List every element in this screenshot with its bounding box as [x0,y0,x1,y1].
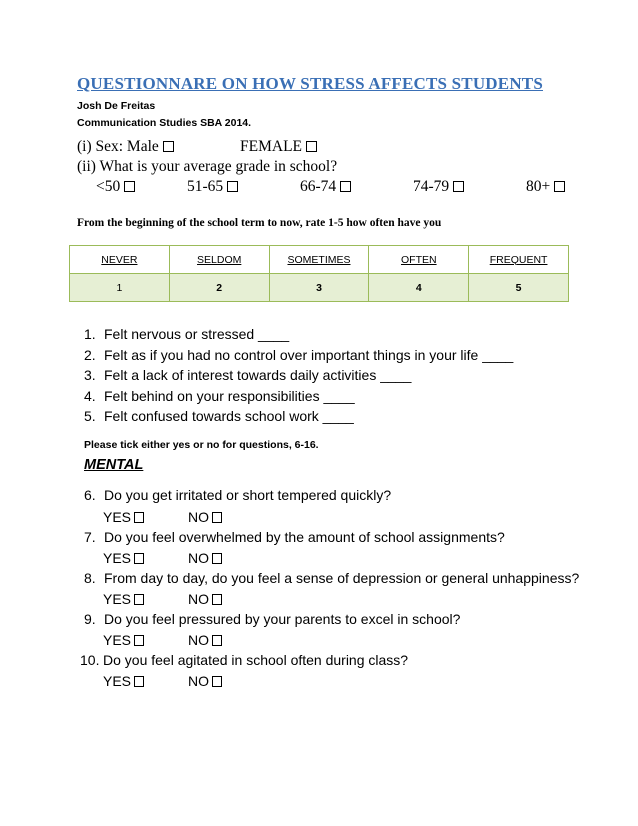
course-name: Communication Studies SBA 2014. [77,117,252,129]
scale-label: SELDOM [169,246,269,274]
yes-no-options [103,550,209,566]
section-heading-mental: MENTAL [84,457,144,473]
no-checkbox[interactable] [212,676,222,687]
mental-question [84,570,579,586]
grade-checkbox[interactable] [340,181,351,192]
rating-question[interactable] [84,388,513,409]
yes-no-instruction: Please tick either yes or no for questions, 6-16. [84,439,319,451]
no-checkbox[interactable] [212,594,222,605]
sex-question [77,138,174,156]
scale-label-row [70,246,569,274]
grade-option [300,178,351,196]
question-text: Felt nervous or stressed ____ [104,326,290,342]
rating-scale-table [69,245,569,302]
scale-label: SOMETIMES [269,246,369,274]
scale-label: NEVER [70,246,170,274]
question-number: 4. [84,387,96,404]
yes-label: YES [103,673,132,689]
grade-option [413,178,464,196]
yes-checkbox[interactable] [134,553,144,564]
yes-label: YES [103,632,132,648]
scale-value: 1 [70,274,170,302]
grade-option-label: 66-74 [300,178,337,195]
no-label: NO [188,673,209,689]
question-text: Do you feel agitated in school often during class? [103,652,409,668]
question-number: 2. [84,346,96,363]
question-number: 3. [84,367,96,383]
question-number: 8. [84,570,96,586]
yes-no-options [103,591,209,607]
question-number: 10. [80,652,100,668]
grade-checkbox[interactable] [453,181,464,192]
no-label: NO [188,550,209,566]
yes-checkbox[interactable] [134,594,144,605]
grade-option-label: 74-79 [413,178,450,195]
yes-checkbox[interactable] [134,676,144,687]
grade-option [187,178,238,196]
question-text: Felt confused towards school work ____ [104,408,354,424]
question-number: 5. [84,408,96,424]
yes-no-options [103,673,209,689]
rating-instructions: From the beginning of the school term to now, rate 1-5 how often have you [77,217,442,229]
male-checkbox[interactable] [163,141,174,152]
grade-option-label: <50 [96,178,121,195]
no-checkbox[interactable] [212,635,222,646]
sex-male-label: (i) Sex: Male [77,138,159,155]
grade-option-label: 51-65 [187,178,224,195]
grade-option-label: 80+ [526,178,551,195]
grade-checkbox[interactable] [124,181,135,192]
question-number: 9. [84,611,96,627]
no-checkbox[interactable] [212,512,222,523]
grade-option [96,178,135,196]
mental-question [84,611,460,627]
yes-label: YES [103,509,132,525]
question-text: From day to day, do you feel a sense of depression or general unhappiness? [104,570,580,586]
no-checkbox[interactable] [212,553,222,564]
author-name: Josh De Freitas [77,100,156,112]
mental-question [84,487,391,503]
scale-value: 3 [269,274,369,302]
question-text: Felt a lack of interest towards daily activities ____ [104,367,412,383]
question-text: Felt as if you had no control over important things in your life ____ [104,346,514,363]
rating-question[interactable] [84,408,513,429]
scale-label: OFTEN [369,246,469,274]
yes-label: YES [103,591,132,607]
scale-label: FREQUENT [469,246,569,274]
yes-no-options [103,509,209,525]
scale-value: 2 [169,274,269,302]
question-number: 1. [84,326,96,342]
yes-no-options [103,632,209,648]
female-checkbox[interactable] [306,141,317,152]
question-text: Do you get irritated or short tempered quickly? [104,487,392,503]
question-text: Felt behind on your responsibilities ____ [104,387,355,404]
question-text: Do you feel overwhelmed by the amount of school assignments? [104,529,505,545]
grade-checkbox[interactable] [227,181,238,192]
yes-checkbox[interactable] [134,635,144,646]
yes-label: YES [103,550,132,566]
scale-value: 5 [469,274,569,302]
no-label: NO [188,509,209,525]
rating-question[interactable] [84,367,513,388]
mental-question [80,652,408,668]
grade-option [526,178,565,196]
no-label: NO [188,632,209,648]
rating-question-list [84,326,513,429]
sex-female-option [240,138,317,156]
sex-female-label: FEMALE [240,138,302,155]
rating-question[interactable] [84,326,513,347]
rating-question[interactable] [84,347,513,368]
mental-question [84,529,505,545]
scale-value-row [70,274,569,302]
grade-question: (ii) What is your average grade in school? [77,158,338,175]
question-number: 6. [84,487,96,503]
grade-checkbox[interactable] [554,181,565,192]
no-label: NO [188,591,209,607]
scale-value: 4 [369,274,469,302]
page-title: QUESTIONNARE ON HOW STRESS AFFECTS STUDENTS [77,74,543,93]
yes-checkbox[interactable] [134,512,144,523]
question-text: Do you feel pressured by your parents to excel in school? [104,611,461,627]
question-number: 7. [84,529,96,545]
